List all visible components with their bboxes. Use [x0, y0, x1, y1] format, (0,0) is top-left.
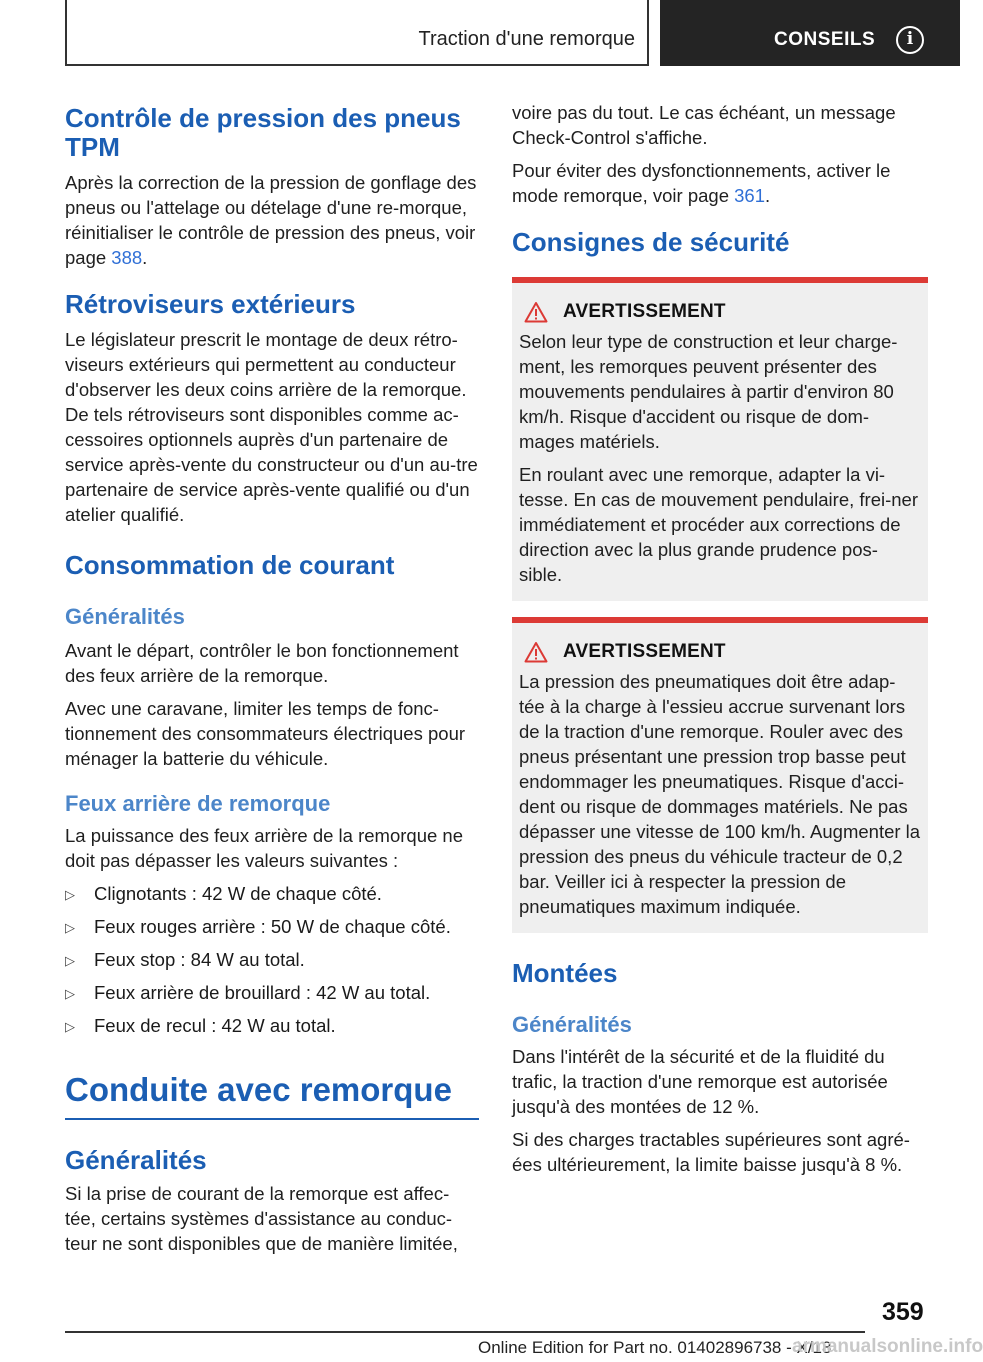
chapter-general-heading: Généralités	[65, 1144, 207, 1175]
warning-paragraph: Selon leur type de construction et leur charge-ment, les remorques peuvent présenter des mouvements pendulaires à partir d'environ 80 km/h. Risque d'accident ou risque de dom-mages matériels.	[519, 331, 898, 452]
header-category-label: CONSEILS	[774, 29, 876, 50]
triangle-bullet-icon: ▷	[65, 986, 75, 1001]
warning-box-sway	[512, 277, 928, 601]
footer-watermark: armanualsonline.info	[792, 1336, 983, 1357]
footer-rule	[65, 1331, 865, 1333]
slopes-p1: Dans l'intérêt de la sécurité et de la fluidité du trafic, la traction d'une remorque est autorisée jusqu'à des montées de 12 %.	[512, 1046, 888, 1117]
slopes-heading: Montées	[512, 958, 618, 988]
taillights-heading: Feux arrière de remorque	[65, 791, 331, 816]
chapter-rule	[65, 1118, 479, 1120]
footer-edition: Online Edition for Part no. 01402896738 - X/18	[478, 1338, 832, 1357]
triangle-bullet-icon: ▷	[65, 953, 75, 968]
mirrors-paragraph: Le législateur prescrit le montage de deux rétro-viseurs extérieurs qui permettent au conducteur d'observer les deux coins arrière de la remorque. De tels rétroviseurs sont disponibles comme ac-cessoires optionnels auprès d'un partenaire de service après-vente du constructeur ou d'un au-tre partenaire de service après-vente qualifié ou d'un atelier qualifié.	[65, 329, 478, 525]
header-section-tab	[65, 0, 649, 66]
warning-title: AVERTISSEMENT	[563, 641, 726, 662]
triangle-bullet-icon: ▷	[65, 887, 75, 902]
safety-heading: Consignes de sécurité	[512, 227, 790, 257]
tpm-paragraph: Après la correction de la pression de gonflage des pneus ou l'attelage ou dételage d'une re-morque, réinitialiser le contrôle de pression des pneus, voir page 388.	[65, 172, 477, 268]
slopes-p2: Si des charges tractables supérieures sont agré-ées ultérieurement, la limite baisse jusqu'à 8 %.	[512, 1129, 910, 1175]
power-heading: Consommation de courant	[65, 550, 395, 580]
trailer-mode-paragraph: Pour éviter des dysfonctionnements, activer le mode remorque, voir page 361.	[512, 160, 891, 206]
warning-paragraph: La pression des pneumatiques doit être adap-tée à la charge à l'essieu accrue survenant lors de la traction d'une remorque. Rouler avec des pneus présentant une pression trop basse peut endommager les pneumatiques. Risque d'acci-dent ou risque de dommages matériels. Ne pas dépasser une vitesse de 100 km/h. Augmenter la pression des pneus du véhicule tracteur de 0,2 bar. Veiller ici à respecter la pression de pneumatiques maximum indiquée.	[519, 671, 921, 917]
header-section-title: Traction d'une remorque	[418, 28, 635, 50]
warning-box-pressure	[512, 617, 928, 933]
warning-title: AVERTISSEMENT	[563, 301, 726, 322]
list-item: ▷ Feux rouges arrière : 50 W de chaque côté.	[65, 914, 479, 939]
page-number: 359	[882, 1298, 924, 1326]
mirrors-heading: Rétroviseurs extérieurs	[65, 289, 356, 319]
list-item: ▷ Clignotants : 42 W de chaque côté.	[65, 881, 479, 906]
info-icon[interactable]: i	[896, 26, 924, 54]
page-header	[0, 0, 960, 66]
warning-header	[524, 301, 921, 323]
power-general-p2: Avec une caravane, limiter les temps de fonc-tionnement des consommateurs électriques pour ménager la batterie du véhicule.	[65, 698, 466, 769]
continued-paragraph: voire pas du tout. Le cas échéant, un message Check-Control s'affiche.	[512, 102, 896, 148]
header-category-tab[interactable]	[660, 0, 960, 66]
list-item: ▷ Feux arrière de brouillard : 42 W au total.	[65, 980, 479, 1005]
list-item: ▷ Feux stop : 84 W au total.	[65, 947, 479, 972]
taillights-paragraph: La puissance des feux arrière de la remorque ne doit pas dépasser les valeurs suivantes :	[65, 825, 463, 871]
chapter-title: Conduite avec remorque	[65, 1071, 452, 1108]
triangle-bullet-icon: ▷	[65, 1019, 75, 1034]
triangle-bullet-icon: ▷	[65, 920, 75, 935]
tpm-heading: Contrôle de pression des pneus TPM	[65, 103, 461, 162]
page-link-361[interactable]: 361	[734, 185, 765, 206]
right-column	[512, 100, 928, 1185]
taillights-list	[65, 881, 479, 1038]
chapter-general-paragraph: Si la prise de courant de la remorque est affec-tée, certains systèmes d'assistance au conduc-teur ne sont disponibles que de manière limitée,	[65, 1182, 458, 1254]
list-item: ▷ Feux de recul : 42 W au total.	[65, 1013, 479, 1038]
warning-header	[524, 641, 921, 663]
page-link-388[interactable]: 388	[111, 247, 143, 268]
warning-triangle-icon	[524, 641, 548, 663]
warning-paragraph: En roulant avec une remorque, adapter la vi-tesse. En cas de mouvement pendulaire, frei-ner immédiatement et procéder aux corrections de direction avec la plus grande prudence pos-sible.	[519, 464, 918, 585]
power-general-heading: Généralités	[65, 604, 185, 629]
slopes-general-heading: Généralités	[512, 1012, 632, 1037]
left-column	[65, 100, 479, 1264]
warning-triangle-icon	[524, 301, 548, 323]
power-general-p1: Avant le départ, contrôler le bon fonctionnement des feux arrière de la remorque.	[65, 640, 459, 686]
